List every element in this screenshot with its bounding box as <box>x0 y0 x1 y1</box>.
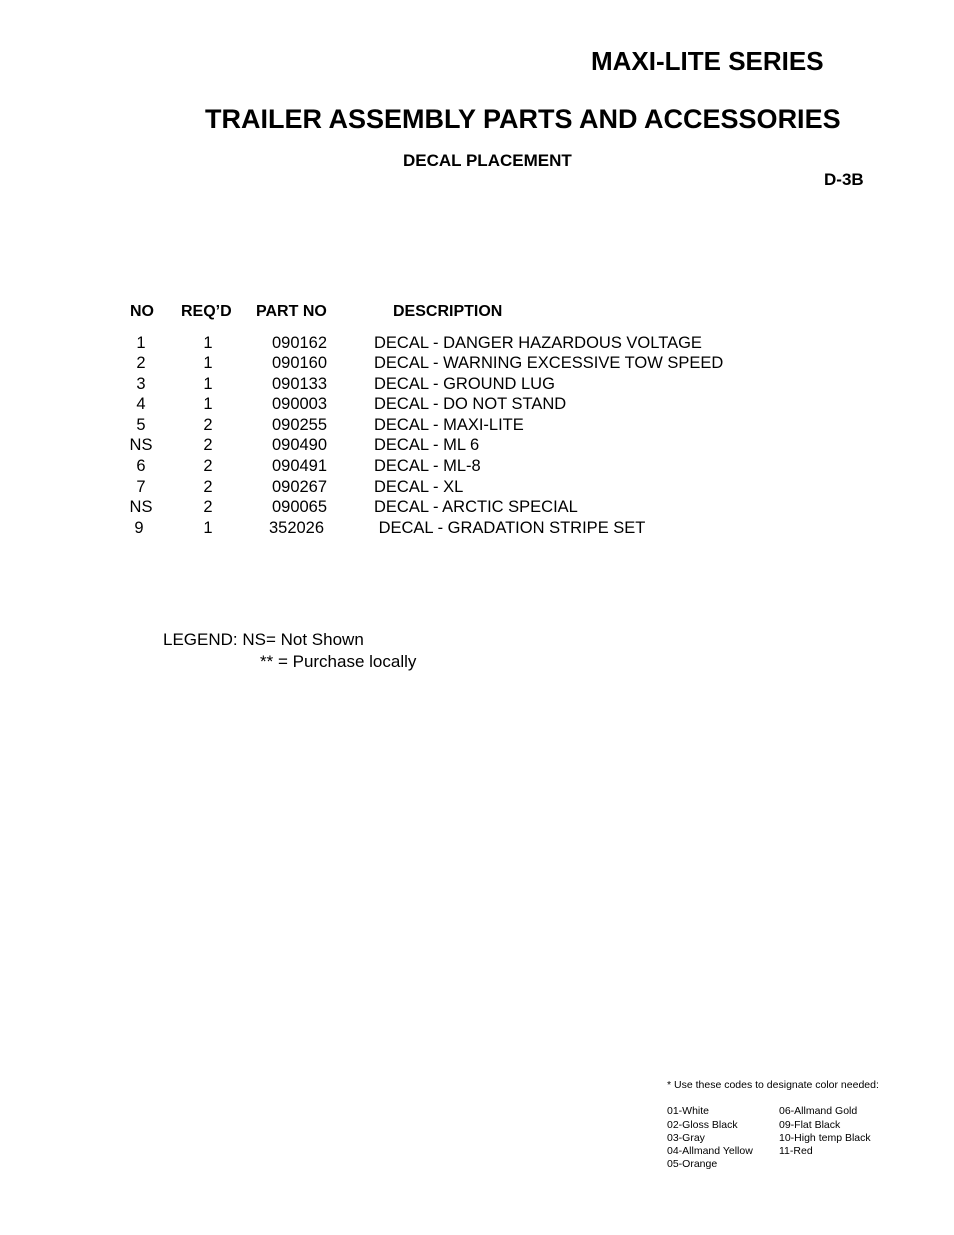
color-code: 02-Gloss Black <box>667 1119 738 1131</box>
cell-description: DECAL - MAXI-LITE <box>374 416 524 434</box>
cell-reqd: 1 <box>203 375 213 393</box>
cell-description: DECAL - GROUND LUG <box>374 375 555 393</box>
cell-description: DECAL - DANGER HAZARDOUS VOLTAGE <box>374 334 702 352</box>
cell-part-no: 090160 <box>271 354 328 372</box>
column-header-description: DESCRIPTION <box>393 303 503 320</box>
table-row <box>0 375 954 395</box>
cell-part-no: 090490 <box>271 436 328 454</box>
cell-reqd: 2 <box>203 436 213 454</box>
table-row <box>0 498 954 518</box>
table-row <box>0 334 954 354</box>
legend-not-shown: LEGEND: NS= Not Shown <box>163 630 364 649</box>
color-code: 05-Orange <box>667 1158 718 1170</box>
color-code: 04-Allmand Yellow <box>667 1145 753 1157</box>
column-header-reqd: REQ’D <box>181 303 232 320</box>
color-code: 03-Gray <box>667 1132 705 1144</box>
series-title: MAXI-LITE SERIES <box>591 46 824 76</box>
cell-description: DECAL - WARNING EXCESSIVE TOW SPEED <box>374 354 724 372</box>
table-row <box>0 478 954 498</box>
cell-description: DECAL - XL <box>374 478 464 496</box>
color-codes-note: * Use these codes to designate color needed: <box>667 1079 879 1091</box>
table-row <box>0 436 954 456</box>
table-row <box>0 457 954 477</box>
cell-no: 9 <box>134 519 144 537</box>
cell-no: NS <box>129 498 153 516</box>
cell-part-no: 090255 <box>271 416 328 434</box>
cell-description: DECAL - ML-8 <box>374 457 481 475</box>
cell-reqd: 2 <box>203 498 213 516</box>
cell-reqd: 1 <box>203 519 213 537</box>
cell-part-no: 090003 <box>271 395 328 413</box>
color-code: 09-Flat Black <box>779 1119 841 1131</box>
cell-reqd: 2 <box>203 478 213 496</box>
cell-reqd: 2 <box>203 457 213 475</box>
cell-reqd: 1 <box>203 334 213 352</box>
cell-part-no: 090267 <box>271 478 328 496</box>
cell-description: DECAL - DO NOT STAND <box>374 395 567 413</box>
color-code: 01-White <box>667 1105 710 1117</box>
cell-no: 4 <box>136 395 146 413</box>
cell-description: DECAL - ML 6 <box>374 436 480 454</box>
column-header-no: NO <box>130 303 154 320</box>
color-code: 11-Red <box>779 1145 813 1157</box>
cell-no: 1 <box>136 334 146 352</box>
color-code: 06-Allmand Gold <box>779 1105 858 1117</box>
cell-reqd: 1 <box>203 395 213 413</box>
column-header-part-no: PART NO <box>256 303 327 320</box>
table-row <box>0 395 954 415</box>
table-row <box>0 416 954 436</box>
page-code: D-3B <box>824 170 864 189</box>
color-code: 10-High temp Black <box>779 1132 871 1144</box>
legend-purchase-locally: ** = Purchase locally <box>260 652 417 671</box>
cell-no: 2 <box>136 354 146 372</box>
cell-part-no: 090133 <box>271 375 328 393</box>
cell-no: 6 <box>136 457 146 475</box>
cell-no: 7 <box>136 478 146 496</box>
cell-description: DECAL - ARCTIC SPECIAL <box>374 498 578 516</box>
cell-reqd: 1 <box>203 354 213 372</box>
cell-reqd: 2 <box>203 416 213 434</box>
cell-part-no: 090065 <box>271 498 328 516</box>
cell-no: 5 <box>136 416 146 434</box>
page-subtitle: DECAL PLACEMENT <box>403 151 572 170</box>
cell-description: DECAL - GRADATION STRIPE SET <box>374 519 646 537</box>
cell-no: 3 <box>136 375 146 393</box>
cell-no: NS <box>129 436 153 454</box>
cell-part-no: 352026 <box>268 519 325 537</box>
cell-part-no: 090491 <box>271 457 328 475</box>
page-title: TRAILER ASSEMBLY PARTS AND ACCESSORIES <box>205 104 841 134</box>
cell-part-no: 090162 <box>271 334 328 352</box>
table-row <box>0 519 954 539</box>
table-row <box>0 354 954 374</box>
